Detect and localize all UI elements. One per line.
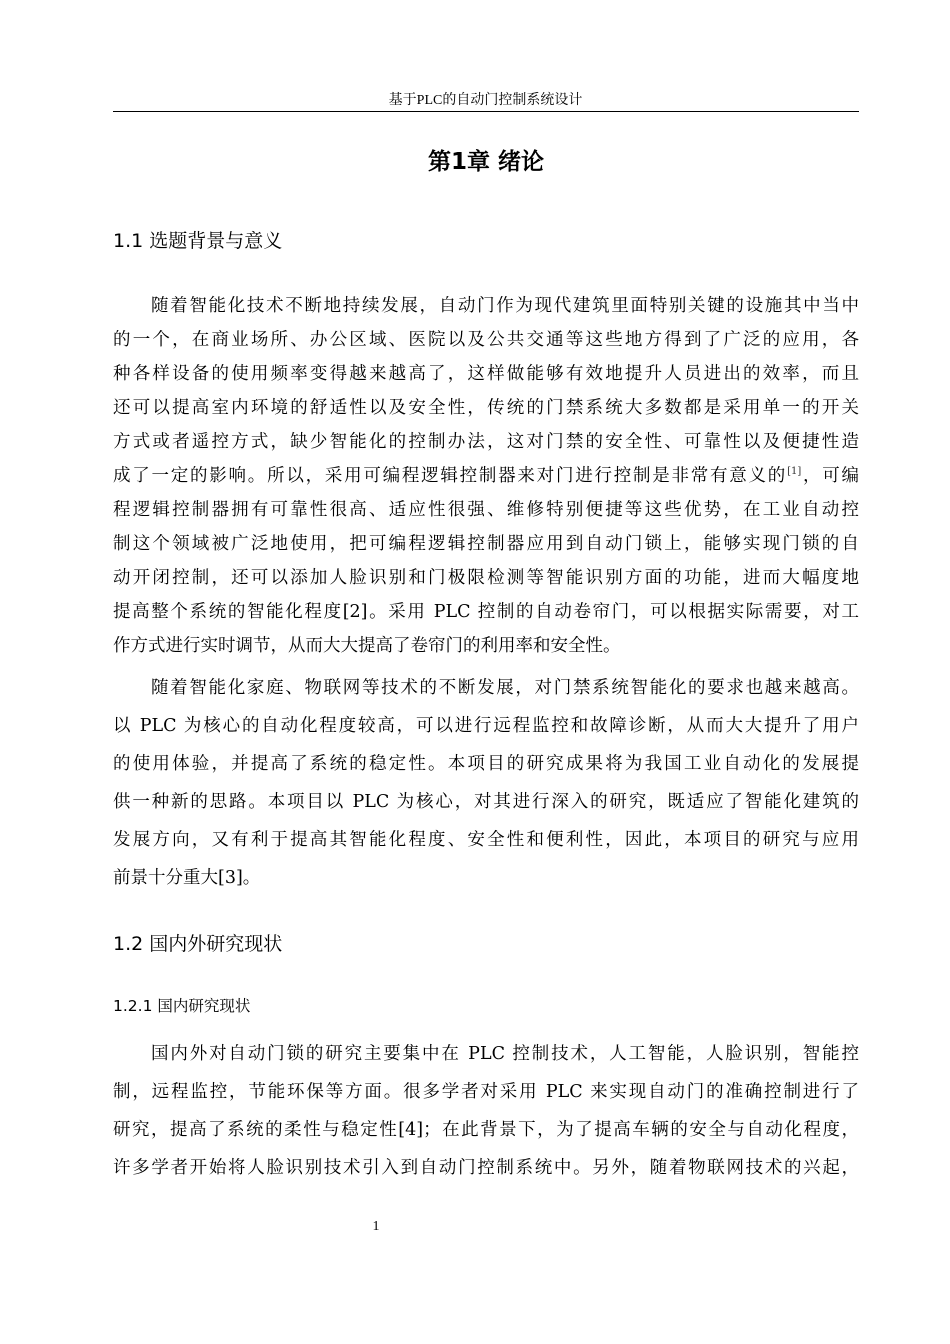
text-line: 制，远程监控，节能环保等方面。很多学者对采用 PLC 来实现自动门的准确控制进行了	[113, 1082, 859, 1102]
section-heading-1-2: 1.2 国内外研究现状	[113, 933, 283, 955]
text-line: 国内外对自动门锁的研究主要集中在 PLC 控制技术，人工智能，人脸识别，智能控	[151, 1044, 859, 1064]
text-segment: 成了一定的影响。所以，采用可编程逻辑控制器来对门进行控制是非常有意义的	[113, 466, 788, 486]
text-line: 程逻辑控制器拥有可靠性很高、适应性很强、维修特别便捷等这些优势，在工业自动控	[113, 500, 859, 520]
text-line: 发展方向，又有利于提高其智能化程度、安全性和便利性，因此，本项目的研究与应用	[113, 830, 859, 850]
chapter-title: 第1章 绪论	[427, 149, 544, 175]
text-line-with-citation	[113, 463, 859, 489]
header-rule	[113, 111, 859, 112]
text-line: 随着智能化家庭、物联网等技术的不断发展，对门禁系统智能化的要求也越来越高。	[151, 678, 859, 698]
subsection-heading-1-2-1: 1.2.1 国内研究现状	[113, 997, 251, 1015]
text-line: 的使用体验，并提高了系统的稳定性。本项目的研究成果将为我国工业自动化的发展提	[113, 754, 859, 774]
text-line: 的一个，在商业场所、办公区域、医院以及公共交通等这些地方得到了广泛的应用，各	[113, 330, 859, 350]
text-line: 作方式进行实时调节，从而大大提高了卷帘门的利用率和安全性。	[113, 636, 621, 656]
text-line: 方式或者遥控方式，缺少智能化的控制办法，这对门禁的安全性、可靠性以及便捷性造	[113, 432, 859, 452]
text-line: 动开闭控制，还可以添加人脸识别和门极限检测等智能识别方面的功能，进而大幅度地	[113, 568, 859, 588]
text-line: 种各样设备的使用频率变得越来越高了，这样做能够有效地提升人员进出的效率，而且	[113, 364, 859, 384]
text-line: 还可以提高室内环境的舒适性以及安全性，传统的门禁系统大多数都是采用单一的开关	[113, 398, 859, 418]
text-line: 制这个领域被广泛地使用，把可编程逻辑控制器应用到自动门锁上，能够实现门锁的自	[113, 534, 859, 554]
citation-marker: [1]	[787, 466, 802, 477]
section-heading-1-1: 1.1 选题背景与意义	[113, 230, 283, 252]
page-number: 1	[372, 1219, 380, 1234]
text-segment: ，可编	[801, 466, 860, 486]
text-line: 提高整个系统的智能化程度[2]。采用 PLC 控制的自动卷帘门，可以根据实际需要，对工	[113, 602, 859, 622]
text-line: 前景十分重大[3]。	[113, 868, 261, 888]
text-line: 以 PLC 为核心的自动化程度较高，可以进行远程监控和故障诊断，从而大大提升了用户	[113, 716, 859, 736]
text-line: 供一种新的思路。本项目以 PLC 为核心，对其进行深入的研究，既适应了智能化建筑的	[113, 792, 859, 812]
text-line: 许多学者开始将人脸识别技术引入到自动门控制系统中。另外，随着物联网技术的兴起，	[113, 1158, 859, 1178]
running-header: 基于PLC的自动门控制系统设计	[388, 93, 583, 108]
text-line: 研究，提高了系统的柔性与稳定性[4]；在此背景下，为了提高车辆的安全与自动化程度，	[113, 1120, 859, 1140]
text-line: 随着智能化技术不断地持续发展，自动门作为现代建筑里面特别关键的设施其中当中	[151, 296, 859, 316]
